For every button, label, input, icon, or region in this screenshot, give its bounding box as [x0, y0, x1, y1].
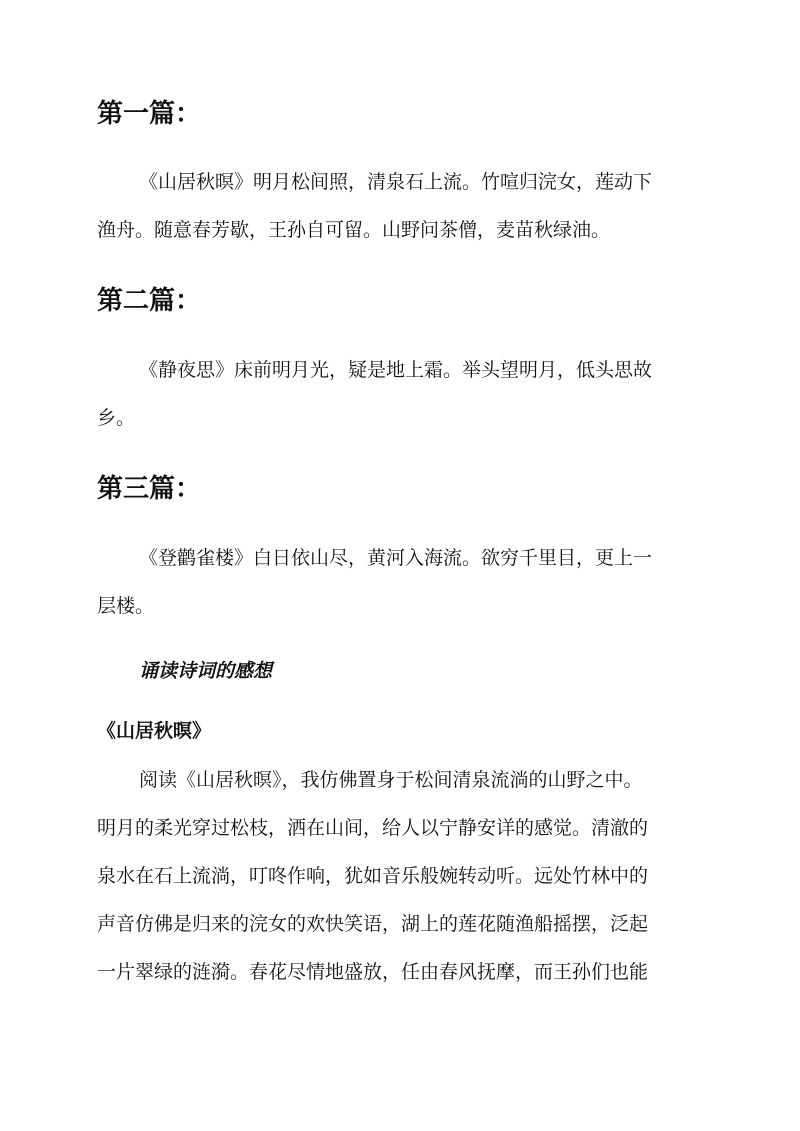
reflection-paragraph — [97, 756, 717, 996]
section-heading-1: 第一篇： — [97, 99, 202, 129]
poem-line: 渔舟。随意春芳歇，王孙自可留。山野问茶僧，麦苗秋绿油。 — [97, 219, 611, 241]
poem-line: 《山居秋暝》明月松间照，清泉石上流。竹喧归浣女，莲动下 — [139, 171, 653, 193]
poem-line: 《静夜思》床前明月光，疑是地上霜。举头望明月，低头思故 — [139, 359, 653, 381]
reflection-title: 诵读诗词的感想 — [139, 660, 273, 682]
poem-line: 乡。 — [97, 407, 136, 429]
reflection-line: 明月的柔光穿过松枝，洒在山间，给人以宁静安详的感觉。清澈的 — [97, 817, 649, 839]
reflection-line: 声音仿佛是归来的浣女的欢快笑语，湖上的莲花随渔船摇摆，泛起 — [97, 913, 649, 935]
reflection-line: 阅读《山居秋暝》，我仿佛置身于松间清泉流淌的山野之中。 — [139, 769, 643, 791]
poem-paragraph-3 — [97, 534, 717, 630]
poem-line: 层楼。 — [97, 595, 155, 617]
section-heading-2: 第二篇： — [97, 286, 202, 316]
poem-paragraph-2 — [97, 346, 717, 442]
poem-line: 《登鹳雀楼》白日依山尽，黄河入海流。欲穷千里目，更上一 — [139, 547, 653, 569]
reflection-line: 泉水在石上流淌，叮咚作响，犹如音乐般婉转动听。远处竹林中的 — [97, 865, 649, 887]
section-heading-3: 第三篇： — [97, 474, 202, 504]
poem-paragraph-1 — [97, 158, 717, 254]
reflection-line: 一片翠绿的涟漪。春花尽情地盛放，任由春风抚摩，而王孙们也能 — [97, 961, 649, 983]
reflection-subtitle: 《山居秋暝》 — [97, 720, 212, 742]
